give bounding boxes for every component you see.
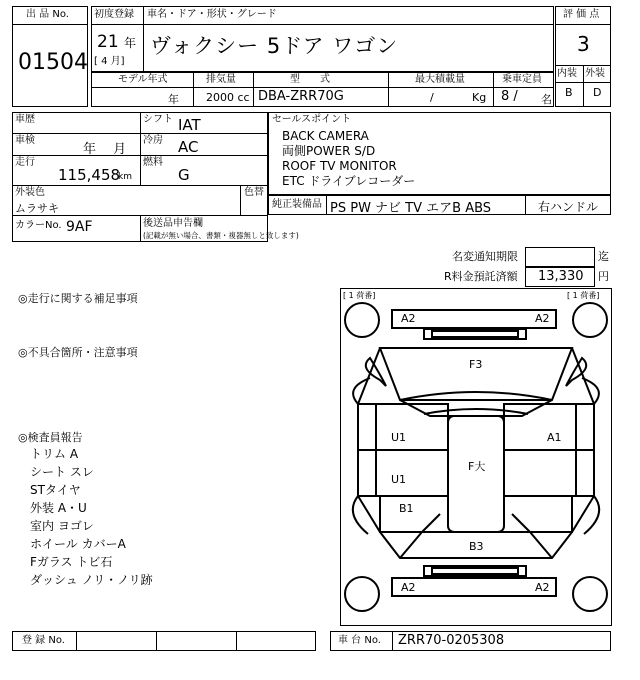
inspector-item: 外装 A・U bbox=[30, 501, 87, 515]
first-reg-year-unit: 年 bbox=[124, 36, 137, 50]
mark-a2-bl: A2 bbox=[401, 581, 416, 594]
mark-a1: A1 bbox=[547, 431, 562, 444]
mark-f3: F3 bbox=[469, 358, 483, 371]
lot-label: 出 品 No. bbox=[26, 9, 69, 20]
capacity-unit: 名 bbox=[541, 93, 552, 106]
inspector-item: ダッシュ ノリ・ノリ跡 bbox=[30, 573, 153, 587]
type-label: 型 式 bbox=[290, 74, 330, 85]
mileage-value: 115,458 bbox=[58, 166, 121, 184]
inspector-item: ホイール カバーA bbox=[30, 537, 126, 551]
first-reg-month: [ 4 月] bbox=[94, 56, 125, 67]
mark-u1-bottom: U1 bbox=[391, 473, 407, 486]
inspector-item: トリム A bbox=[30, 447, 79, 461]
load-label: 最大積載量 bbox=[415, 74, 465, 85]
mark-b3: B3 bbox=[469, 540, 484, 553]
sales-label: セールスポイント bbox=[272, 114, 352, 125]
capacity-value: 8 / bbox=[501, 89, 518, 104]
color-value: ムラサキ bbox=[15, 202, 59, 215]
inspector-item: Fガラス トビ石 bbox=[30, 555, 113, 569]
supplement-label: ◎走行に関する補足事項 bbox=[18, 292, 138, 305]
mileage-unit: km bbox=[118, 172, 132, 182]
docs-label: 後送品申告欄 bbox=[143, 218, 203, 229]
mark-u1-top: U1 bbox=[391, 431, 407, 444]
chassis-value: ZRR70-0205308 bbox=[398, 633, 505, 648]
car-outline bbox=[340, 288, 612, 626]
equipment-label: 純正装備品 bbox=[272, 199, 322, 210]
recycle-value: 13,330 bbox=[538, 269, 584, 284]
car-name: ヴォクシー 5ドア ワゴン bbox=[150, 34, 399, 58]
sales-item: 両側POWER S/D bbox=[282, 144, 376, 158]
exterior-label: 外装 bbox=[585, 68, 605, 79]
defects-label: ◎不具合箇所・注意事項 bbox=[18, 346, 138, 359]
first-reg-label: 初度登録 bbox=[94, 9, 134, 20]
transfer-label: 名変通知期限 bbox=[452, 250, 518, 263]
inspector-item: STタイヤ bbox=[30, 483, 81, 497]
score-label: 評 価 点 bbox=[563, 9, 600, 20]
load-unit: Kg bbox=[472, 91, 487, 104]
steering-value: 右ハンドル bbox=[538, 200, 599, 214]
recolor-label: 色替 bbox=[244, 187, 264, 198]
mark-a2-tr: A2 bbox=[535, 312, 550, 325]
equipment-value: PS PW ナビ TV エアB ABS bbox=[330, 201, 492, 216]
corner-label-left: [ 1 荷番] bbox=[343, 291, 376, 300]
type-value: DBA-ZRR70G bbox=[258, 89, 344, 104]
fuel-value: G bbox=[178, 166, 190, 184]
color-no-value: 9AF bbox=[66, 219, 93, 235]
recycle-label: R料金預託済額 bbox=[444, 270, 518, 283]
inspector-item: シート スレ bbox=[30, 465, 94, 479]
ac-value: AC bbox=[178, 138, 199, 156]
sales-item: ETC ドライブレコーダー bbox=[282, 174, 416, 188]
mark-a2-br: A2 bbox=[535, 581, 550, 594]
shift-value: IAT bbox=[178, 116, 201, 134]
shift-label: シフト bbox=[143, 114, 173, 125]
model-year-label: モデル年式 bbox=[118, 74, 168, 85]
displacement: 2000 cc bbox=[206, 91, 250, 104]
ac-label: 冷房 bbox=[143, 135, 163, 146]
exterior-grade: D bbox=[593, 86, 602, 99]
transfer-box bbox=[525, 247, 595, 267]
transfer-unit: 迄 bbox=[598, 250, 609, 263]
score-value: 3 bbox=[577, 32, 590, 56]
car-name-label: 車名・ドア・形状・グレード bbox=[147, 9, 277, 20]
color-label: 外装色 bbox=[15, 187, 45, 198]
lot-number: 01504 bbox=[18, 50, 88, 75]
fuel-label: 燃料 bbox=[143, 157, 163, 168]
load-slash: / bbox=[430, 91, 434, 104]
first-reg-year: 21 bbox=[97, 32, 119, 52]
interior-label: 内装 bbox=[557, 68, 577, 79]
inspection-label: 車検 bbox=[15, 135, 35, 146]
mileage-label: 走行 bbox=[15, 157, 35, 168]
corner-label-right: [ 1 荷番] bbox=[567, 291, 600, 300]
history-label: 車歴 bbox=[15, 114, 35, 125]
displacement-label: 排気量 bbox=[206, 74, 236, 85]
inspector-item: 室内 ヨゴレ bbox=[30, 519, 94, 533]
inspector-label: ◎検査員報告 bbox=[18, 431, 83, 444]
sales-item: ROOF TV MONITOR bbox=[282, 159, 397, 173]
mark-a2-tl: A2 bbox=[401, 312, 416, 325]
inspection-value: 年 月 bbox=[83, 142, 127, 157]
capacity-label: 乗車定員 bbox=[502, 74, 542, 85]
interior-grade: B bbox=[565, 86, 573, 99]
model-year-unit: 年 bbox=[168, 93, 179, 106]
docs-note: (記載が無い場合、書類・複器無しと致します) bbox=[143, 231, 299, 240]
chassis-label: 車 台 No. bbox=[338, 635, 381, 646]
recycle-unit: 円 bbox=[598, 270, 609, 283]
color-no-label: カラーNo. bbox=[15, 220, 62, 231]
mark-b1: B1 bbox=[399, 502, 414, 515]
mark-f-large: F大 bbox=[468, 460, 486, 473]
reg-label: 登 録 No. bbox=[22, 635, 65, 646]
sales-item: BACK CAMERA bbox=[282, 129, 369, 143]
